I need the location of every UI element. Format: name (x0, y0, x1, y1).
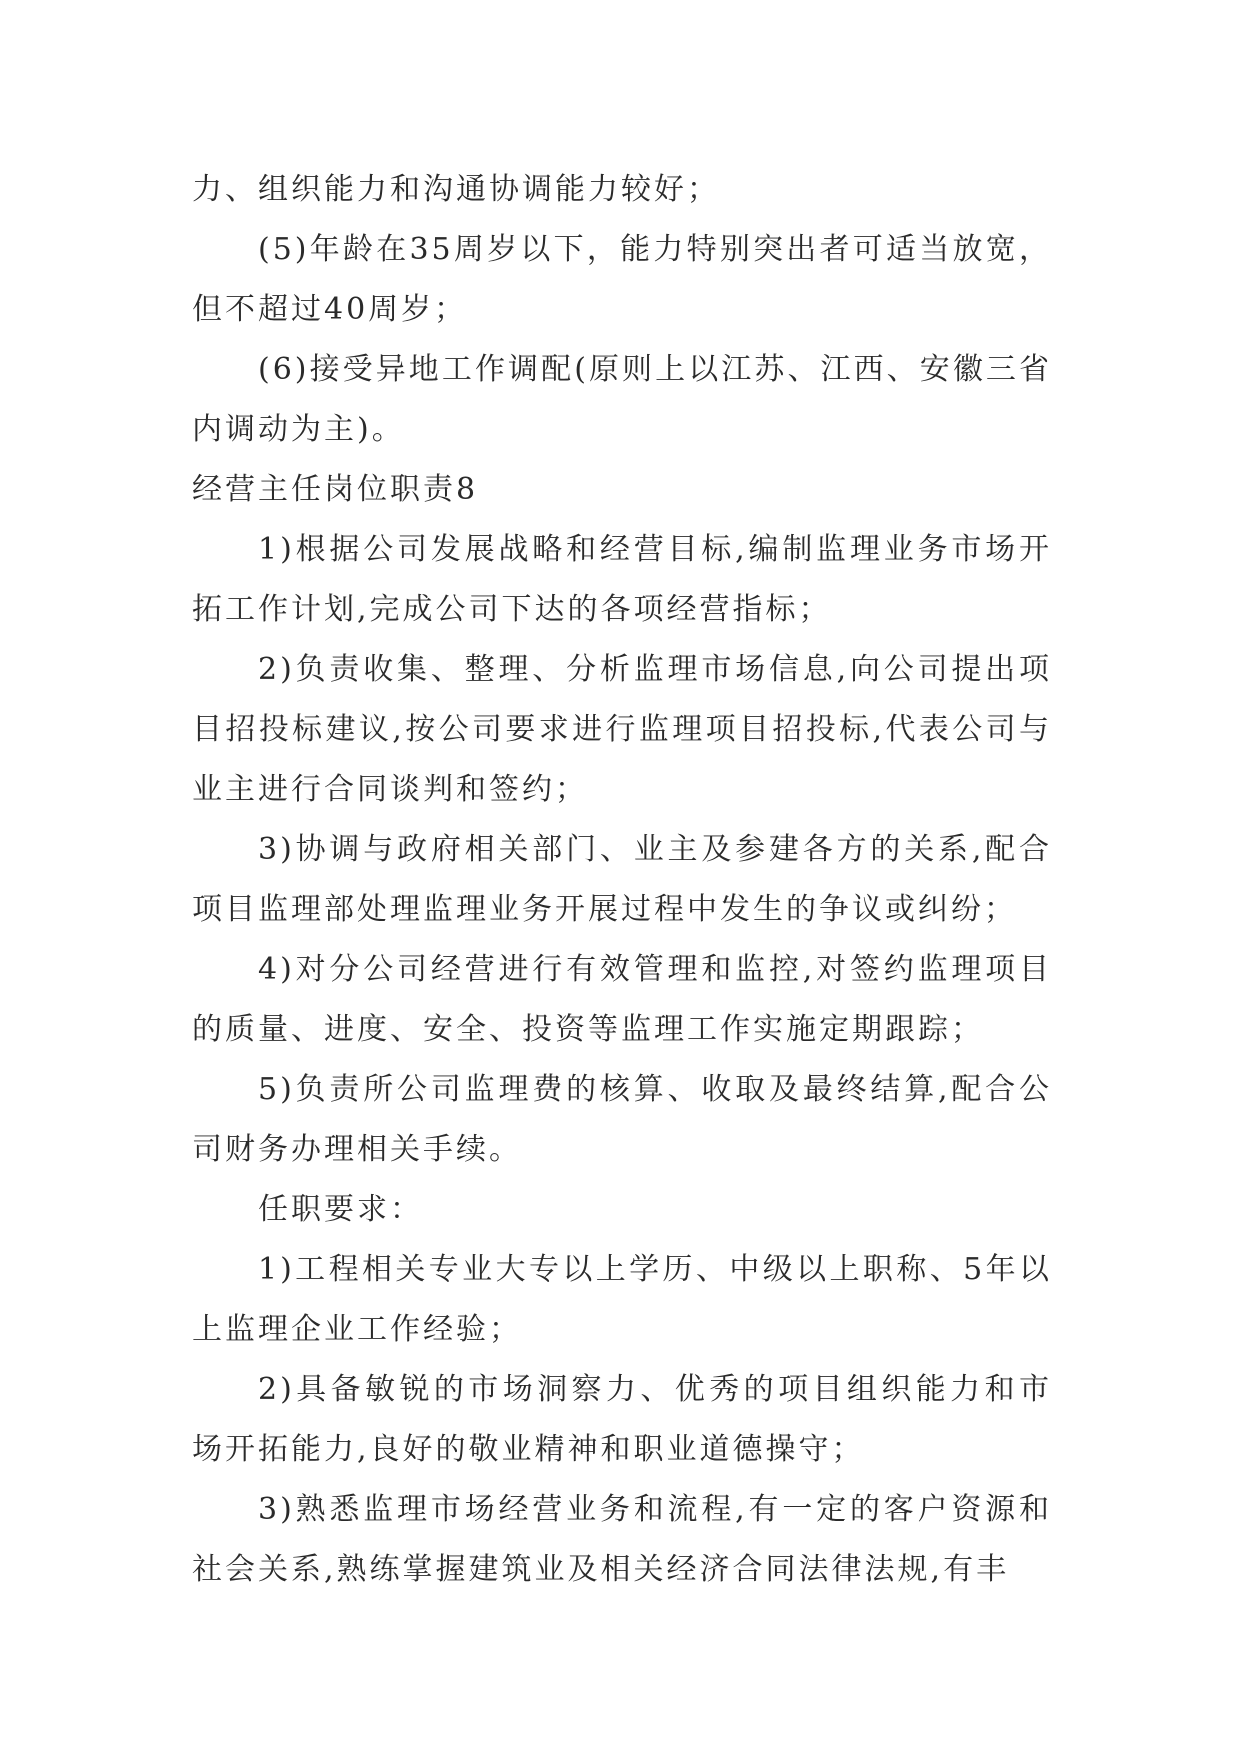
paragraph-req-1: 1)工程相关专业大专以上学历、中级以上职称、5年以上监理企业工作经验； (192, 1252, 1052, 1347)
paragraph-req-3: 3)熟悉监理市场经营业务和流程,有一定的客户资源和社会关系,熟练掌握建筑业及相关经济合同法律法规,有丰 (192, 1492, 1052, 1587)
paragraph-duty-1: 1)根据公司发展战略和经营目标,编制监理业务市场开拓工作计划,完成公司下达的各项经营指标； (192, 532, 1052, 627)
paragraph-duty-4: 4)对分公司经营进行有效管理和监控,对签约监理项目的质量、进度、安全、投资等监理工作实施定期跟踪； (192, 952, 1052, 1047)
section-heading: 经营主任岗位职责8 (192, 472, 479, 507)
paragraph-req-2: 2)具备敏锐的市场洞察力、优秀的项目组织能力和市场开拓能力,良好的敬业精神和职业道德操守； (192, 1372, 1052, 1467)
document-body (192, 160, 1052, 1600)
paragraph-duty-3: 3)协调与政府相关部门、业主及参建各方的关系,配合项目监理部处理监理业务开展过程中发生的争议或纠纷； (192, 832, 1052, 927)
paragraph-continuation: 力、组织能力和沟通协调能力较好； (192, 172, 720, 207)
paragraph-duty-2: 2)负责收集、整理、分析监理市场信息,向公司提出项目招投标建议,按公司要求进行监理项目招投标,代表公司与业主进行合同谈判和签约； (192, 652, 1052, 807)
paragraph-requirement-6: (6)接受异地工作调配(原则上以江苏、江西、安徽三省内调动为主)。 (192, 352, 1052, 447)
requirements-heading: 任职要求： (258, 1192, 423, 1227)
paragraph-requirement-5: (5)年龄在35周岁以下，能力特别突出者可适当放宽，但不超过40周岁； (192, 232, 1052, 327)
paragraph-duty-5: 5)负责所公司监理费的核算、收取及最终结算,配合公司财务办理相关手续。 (192, 1072, 1052, 1167)
